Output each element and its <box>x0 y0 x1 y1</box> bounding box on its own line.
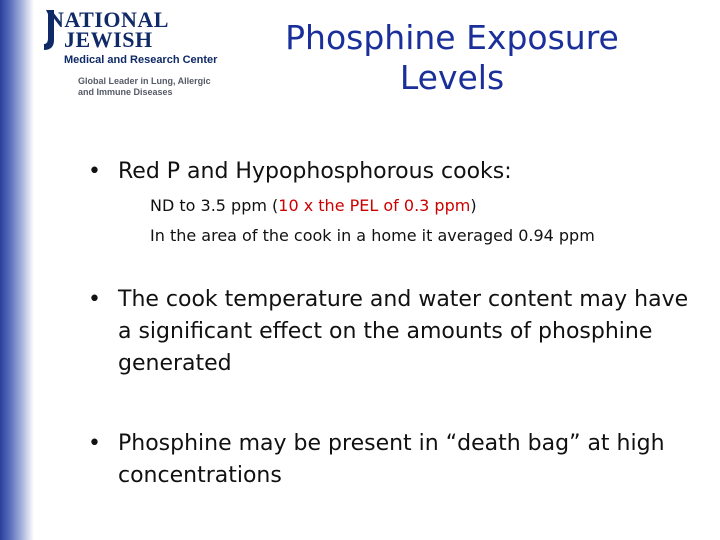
logo-line2: JEWISH <box>64 27 153 52</box>
bullet-item-3 <box>88 428 668 492</box>
left-accent-stripe <box>0 0 34 540</box>
bullet-dot-icon: • <box>88 287 101 312</box>
slide-title <box>246 18 658 98</box>
bullet-item-2 <box>88 284 698 380</box>
title-line2: Levels <box>399 58 505 97</box>
logo-tagline: Global Leader in Lung, Allergic and Immune Diseases <box>78 76 211 97</box>
bullet-text: Phosphine may be present in “death bag” at high concentrations <box>118 431 665 488</box>
bullet-item-1 <box>88 156 648 188</box>
sub-item-1 <box>150 194 477 218</box>
national-jewish-logo <box>40 6 240 106</box>
bullet-dot-icon: • <box>88 431 101 456</box>
sub-item-2 <box>150 224 595 248</box>
logo-subtitle: Medical and Research Center <box>64 54 218 66</box>
bullet-text: Red P and Hypophosphorous cooks: <box>118 159 512 184</box>
title-line1: Phosphine Exposure <box>285 18 619 57</box>
sub-item-prefix: ND to 3.5 ppm ( <box>150 196 279 215</box>
bullet-dot-icon: • <box>88 159 101 184</box>
pel-highlight: 10 x the PEL of 0.3 ppm <box>278 196 471 215</box>
sub-item-suffix: ) <box>470 196 477 215</box>
sub-item-text: In the area of the cook in a home it averaged 0.94 ppm <box>150 226 595 245</box>
logo-line1: NATIONAL <box>48 7 169 32</box>
bullet-text: The cook temperature and water content may have a significant effect on the amounts of phosphine generated <box>118 287 689 376</box>
